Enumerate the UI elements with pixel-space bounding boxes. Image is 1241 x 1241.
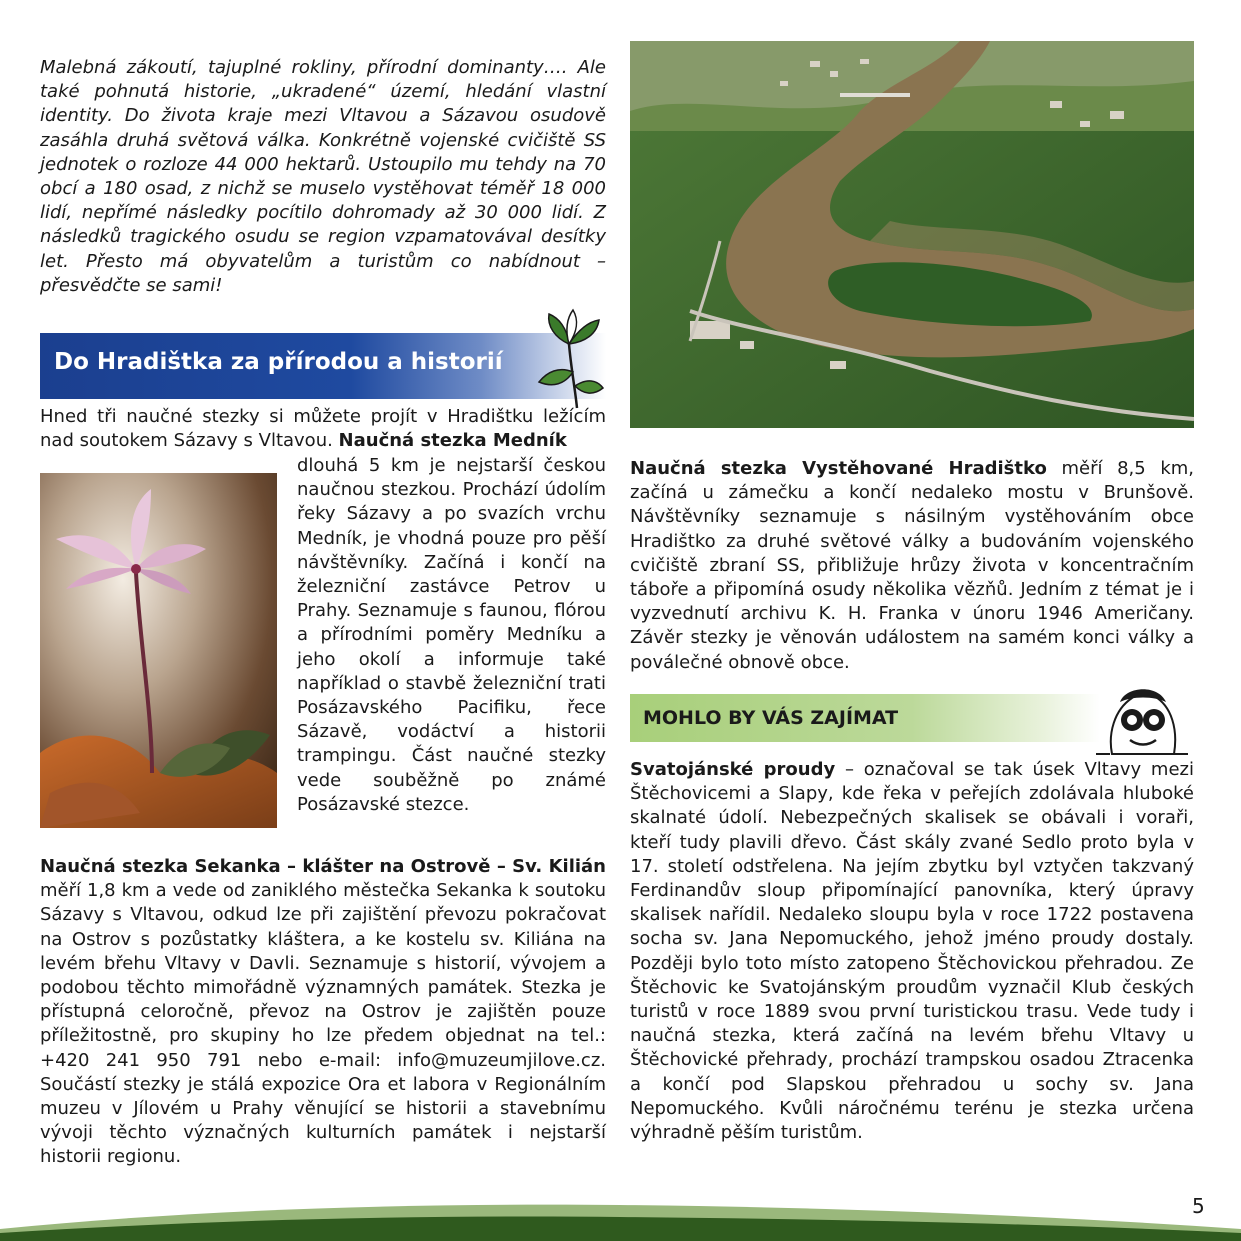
- medník-paragraph-body: dlouhá 5 km je nejstarší českou naučnou stezkou. Prochází údolím řeky Sázavy a po svazích vrchu Medník, je vhodná pouze pro pěší návštěvníky. Začíná i končí na železniční zastávce Petrov u Prahy. Seznamuje s faunou, flórou a přírodními poměry Medníku a jeho okolí a informuje také například o stavbě železniční trati Posázavského Pacifiku, řece Sázavě, vodáctví a historii trampingu. Část naučné stezky vede souběžně po známé Posázavské stezce.: [297, 455, 606, 815]
- intro-paragraph: Malebná zákoutí, tajuplné rokliny, přírodní dominanty…. Ale také pohnutá historie, „ukradené“ území, hledání vlastní identity. Do života kraje mezi Vltavou a Sázavou osudově zasáhla druhá světová válka. Konkrétně vojenské cvičiště SS jednotek o rozloze 44 000 hektarů. Ustoupilo mu tehdy na 70 obcí a 180 osad, z nichž se muselo vystěhovat téměř 18 000 lidí, nepřímé následky pocítilo dohromady až 30 000 lidí. Z následků tragického osudu se region vzpamatovával desítky let. Přesto má obyvatelům a turistům co nabídnout – přesvědčte se sami!: [40, 57, 606, 296]
- river-aerial-photo: [630, 41, 1194, 428]
- flower-photo: [40, 473, 277, 828]
- p3-bold-title: Naučná stezka Vystěhované Hradištko: [630, 458, 1047, 479]
- sekanka-paragraph: [40, 855, 606, 1170]
- p1-lead-text: Hned tři naučné stezky si můžete projít v Hradištku ležícím nad soutokem Sázavy s Vltavou.: [40, 406, 606, 452]
- page-number: 5: [1192, 1194, 1205, 1218]
- p2-bold-title: Naučná stezka Sekanka – klášter na Ostrově – Sv. Kilián: [40, 856, 606, 877]
- svatojanske-paragraph: [630, 758, 1194, 1145]
- info-box-header: [630, 694, 1100, 742]
- p4-body-text: – označoval se tak úsek Vltavy mezi Štěchovicemi a Slapy, kde řeka v peřejích zdolávala hluboké skalnaté údolí. Nebezpečných skalisek se obávali i voraři, kteří tudy plavili dřevo. Část skály zvané Sedlo proto byla v 17. století odstřelena. Na jejím zbytku byl vztyčen takzvaný Ferdinandův sloup připomínající panovníka, který úpravy skalisek nařídil. Nedaleko sloupu byla v roce 1722 postavena socha sv. Jana Nepomuckého, jehož jméno proudy dostaly. Později bylo toto místo zatopeno Štěchovickou přehradou. Ze Štěchovic ke Svatojánským proudům vyznačil Klub českých turistů v roce 1889 svou první turistickou trasu. Vede tudy i naučná stezka, která začíná na levém břehu Vltavy u Štěchovické přehrady, prochází trampskou osadou Ztracenka a končí pod Slapskou přehradou u sochy sv. Jana Nepomuckého. Kvůli náročnému terénu je stezka určena výhradně pěším turistům.: [630, 759, 1194, 1144]
- p4-bold-title: Svatojánské proudy: [630, 759, 836, 780]
- p2-body-text: měří 1,8 km a vede od zaniklého městečka Sekanka k soutoku Sázavy s Vltavou, odkud lze při zajištění převozu pokračovat na Ostrov s pozůstatky kláštera, a ke kostelu sv. Kiliána na levém břehu Vltavy v Davli. Seznamuje s historií, vývojem a podobou těchto mimořádně významných památek. Stezka je přístupná celoročně, převoz na Ostrov je zajištěn pouze příležitostně, pro skupiny ho lze předem objednat na tel.: +420 241 950 791 nebo e-mail: info@muzeumjilove.cz. Součástí stezky je stálá expozice Ora et labora v Regionálním muzeu v Jílovém u Prahy věnující se historii a stavebnímu vývoji těchto význačných kulturních památek i nejstarší historii regionu.: [40, 880, 606, 1168]
- binoculars-icon: [1092, 680, 1192, 758]
- medník-paragraph-lead: [40, 405, 606, 453]
- footer-hills: [0, 1195, 1241, 1241]
- p3-body-text: měří 8,5 km, začíná u zámečku a končí nedaleko mostu v Brunšově. Návštěvníky seznamuje s násilným vystěhováním obce Hradištko za druhé světové války a budováním vojenského cvičiště zbraní SS, přibližuje hrůzy života v koncentračním táboře a připomíná osudy několika vězňů. Jedním z témat je i vyzvednutí archivu K. H. Franka v únoru 1946 Američany. Závěr stezky je věnován událostem na samém konci války a poválečné obnově obce.: [630, 458, 1194, 673]
- info-box-title: MOHLO BY VÁS ZAJÍMAT: [643, 707, 899, 729]
- flower-icon: [525, 308, 605, 412]
- section-banner: [40, 333, 606, 399]
- p1-bold-title: Naučná stezka Medník: [338, 430, 567, 452]
- vystehovane-paragraph: [630, 457, 1194, 675]
- section-title: Do Hradištka za přírodou a historií: [54, 349, 503, 375]
